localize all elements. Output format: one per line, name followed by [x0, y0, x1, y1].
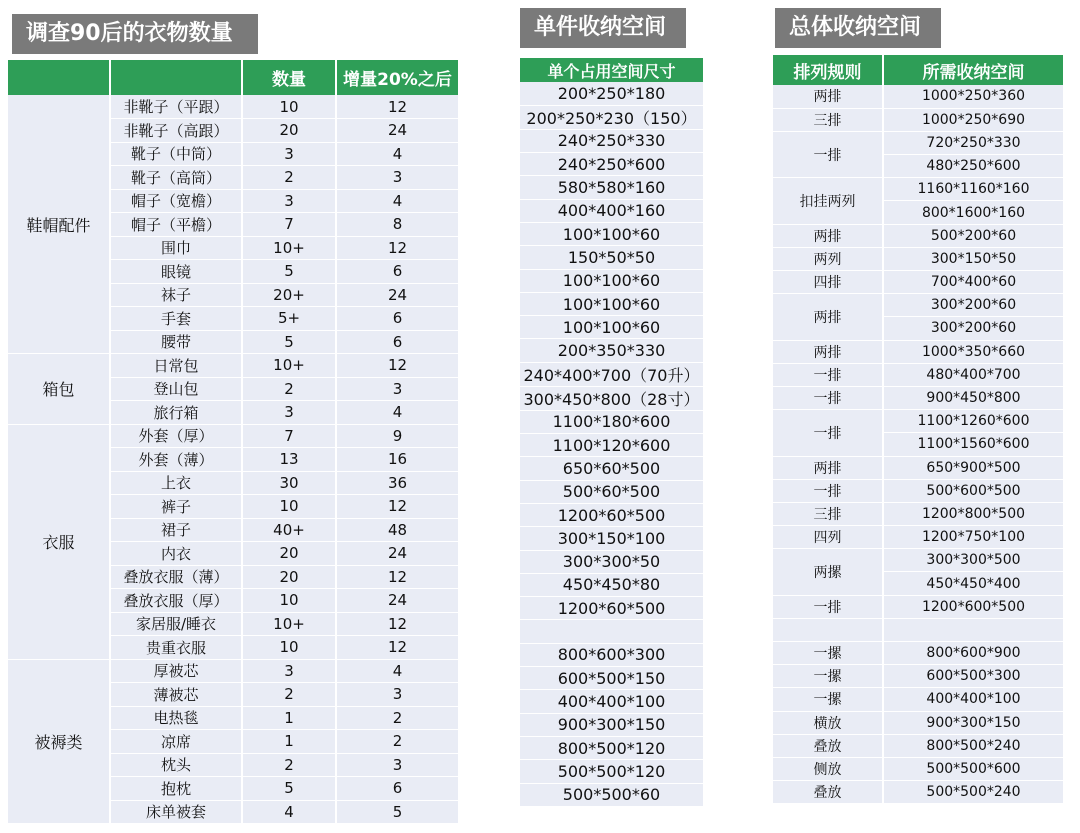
table-row	[520, 597, 703, 620]
table-row	[520, 386, 703, 410]
table-row	[773, 711, 1063, 734]
unit-size-cell: 500*500*120	[520, 760, 703, 783]
total-space-title: 总体收纳空间	[775, 8, 941, 48]
arrangement-cell: 四列	[773, 526, 883, 549]
required-space-cell: 800*600*900	[883, 642, 1063, 665]
table-row	[8, 95, 458, 119]
item-cell: 非靴子（平跟）	[110, 95, 242, 119]
quantity-cell: 2	[242, 377, 336, 401]
quantity-cell: 5	[242, 330, 336, 354]
item-cell: 袜子	[110, 283, 242, 307]
table-row	[520, 760, 703, 783]
quantity-cell: 10	[242, 495, 336, 519]
increased-cell: 3	[336, 166, 458, 190]
quantity-cell: 7	[242, 424, 336, 448]
table-row	[773, 665, 1063, 688]
required-space-cell: 650*900*500	[883, 456, 1063, 479]
unit-size-cell: 150*50*50	[520, 246, 703, 269]
item-cell: 外套（厚）	[110, 424, 242, 448]
increased-cell: 6	[336, 260, 458, 284]
required-space-cell: 1100*1260*600	[883, 410, 1063, 433]
table-row	[520, 222, 703, 245]
unit-size-cell: 800*500*120	[520, 736, 703, 759]
item-cell: 裤子	[110, 495, 242, 519]
item-cell: 旅行箱	[110, 401, 242, 425]
increased-cell: 9	[336, 424, 458, 448]
increased-cell: 3	[336, 753, 458, 777]
required-space-cell: 600*500*300	[883, 665, 1063, 688]
increased-cell: 16	[336, 448, 458, 472]
item-cell: 叠放衣服（厚）	[110, 589, 242, 613]
quantity-cell: 2	[242, 753, 336, 777]
table-row	[520, 362, 703, 386]
quantity-cell: 3	[242, 189, 336, 213]
arrangement-cell: 三排	[773, 108, 883, 131]
table-row	[773, 688, 1063, 711]
quantity-cell: 4	[242, 800, 336, 824]
arrangement-cell: 四排	[773, 271, 883, 294]
item-cell: 非靴子（高跟）	[110, 119, 242, 143]
increased-cell: 24	[336, 542, 458, 566]
table-row	[520, 339, 703, 362]
table-row	[773, 456, 1063, 479]
header-quantity: 数量	[242, 60, 336, 95]
required-space-cell: 900*450*800	[883, 386, 1063, 409]
arrangement-cell	[773, 618, 883, 641]
unit-size-cell: 300*450*800（28寸）	[520, 386, 703, 410]
table-row	[773, 178, 1063, 201]
header-required-space: 所需收纳空间	[883, 55, 1063, 85]
table-row	[773, 502, 1063, 525]
quantity-cell: 10+	[242, 354, 336, 378]
table-row	[520, 620, 703, 643]
unit-size-cell: 300*300*50	[520, 550, 703, 573]
increased-cell: 24	[336, 283, 458, 307]
quantity-cell: 5+	[242, 307, 336, 331]
quantity-cell: 2	[242, 166, 336, 190]
increased-cell: 24	[336, 589, 458, 613]
quantity-cell: 20	[242, 565, 336, 589]
table-row	[8, 354, 458, 378]
item-cell: 上衣	[110, 471, 242, 495]
unit-header-row	[520, 58, 703, 82]
table-row	[773, 410, 1063, 433]
required-space-cell: 300*300*500	[883, 549, 1063, 572]
table-row	[520, 480, 703, 503]
table-row	[520, 783, 703, 806]
table-row	[773, 85, 1063, 108]
table-row	[773, 757, 1063, 780]
required-space-cell: 1000*250*360	[883, 85, 1063, 108]
item-cell: 腰带	[110, 330, 242, 354]
unit-size-cell: 240*250*600	[520, 153, 703, 176]
table-row	[520, 316, 703, 339]
item-cell: 叠放衣服（薄）	[110, 565, 242, 589]
table-row	[520, 246, 703, 269]
table-row	[773, 526, 1063, 549]
increased-cell: 12	[336, 565, 458, 589]
unit-size-cell: 1200*60*500	[520, 503, 703, 526]
increased-cell: 12	[336, 636, 458, 660]
item-cell: 床单被套	[110, 800, 242, 824]
category-cell: 衣服	[8, 424, 110, 659]
unit-size-cell: 200*350*330	[520, 339, 703, 362]
unit-size-cell: 100*100*60	[520, 222, 703, 245]
table-row	[520, 457, 703, 480]
increased-cell: 8	[336, 213, 458, 237]
table-row	[773, 131, 1063, 154]
quantity-cell: 1	[242, 706, 336, 730]
survey-table	[8, 60, 458, 824]
increased-cell: 2	[336, 730, 458, 754]
arrangement-cell: 一排	[773, 410, 883, 456]
table-row	[520, 643, 703, 666]
table-row	[773, 340, 1063, 363]
unit-size-cell: 1200*60*500	[520, 597, 703, 620]
table-row	[773, 108, 1063, 131]
header-category	[8, 60, 110, 95]
increased-cell: 12	[336, 354, 458, 378]
quantity-cell: 40+	[242, 518, 336, 542]
arrangement-cell: 叠放	[773, 734, 883, 757]
required-space-cell: 500*200*60	[883, 224, 1063, 247]
item-cell: 帽子（平檐）	[110, 213, 242, 237]
item-cell: 日常包	[110, 354, 242, 378]
required-space-cell: 400*400*100	[883, 688, 1063, 711]
item-cell: 抱枕	[110, 777, 242, 801]
total-header-row	[773, 55, 1063, 85]
increased-cell: 36	[336, 471, 458, 495]
table-row	[8, 424, 458, 448]
table-row	[520, 410, 703, 433]
required-space-cell: 300*200*60	[883, 294, 1063, 317]
table-row	[520, 690, 703, 713]
quantity-cell: 30	[242, 471, 336, 495]
arrangement-cell: 两排	[773, 340, 883, 363]
arrangement-cell: 一排	[773, 363, 883, 386]
table-row	[520, 199, 703, 222]
required-space-cell: 1160*1160*160	[883, 178, 1063, 201]
increased-cell: 4	[336, 189, 458, 213]
increased-cell: 12	[336, 612, 458, 636]
required-space-cell	[883, 618, 1063, 641]
table-row	[520, 105, 703, 129]
table-row	[773, 781, 1063, 804]
required-space-cell: 1200*750*100	[883, 526, 1063, 549]
increased-cell: 3	[336, 683, 458, 707]
arrangement-cell: 一摞	[773, 688, 883, 711]
unit-size-cell: 240*250*330	[520, 129, 703, 152]
arrangement-cell: 两列	[773, 247, 883, 270]
required-space-cell: 1200*600*500	[883, 595, 1063, 618]
arrangement-cell: 一排	[773, 595, 883, 618]
arrangement-cell: 一排	[773, 479, 883, 502]
category-cell: 箱包	[8, 354, 110, 425]
required-space-cell: 700*400*60	[883, 271, 1063, 294]
increased-cell: 12	[336, 236, 458, 260]
arrangement-cell: 横放	[773, 711, 883, 734]
arrangement-cell: 两摞	[773, 549, 883, 595]
increased-cell: 6	[336, 777, 458, 801]
quantity-cell: 2	[242, 683, 336, 707]
quantity-cell: 3	[242, 659, 336, 683]
required-space-cell: 720*250*330	[883, 131, 1063, 154]
table-row	[520, 667, 703, 690]
category-cell: 鞋帽配件	[8, 95, 110, 354]
item-cell: 靴子（中筒）	[110, 142, 242, 166]
item-cell: 薄被芯	[110, 683, 242, 707]
increased-cell: 6	[336, 330, 458, 354]
table-row	[520, 573, 703, 596]
item-cell: 手套	[110, 307, 242, 331]
unit-size-cell: 600*500*150	[520, 667, 703, 690]
table-row	[773, 224, 1063, 247]
quantity-cell: 1	[242, 730, 336, 754]
arrangement-cell: 两排	[773, 224, 883, 247]
table-row	[520, 713, 703, 736]
required-space-cell: 480*400*700	[883, 363, 1063, 386]
required-space-cell: 500*500*240	[883, 781, 1063, 804]
quantity-cell: 10	[242, 636, 336, 660]
unit-space-table	[520, 58, 703, 807]
required-space-cell: 500*600*500	[883, 479, 1063, 502]
quantity-cell: 7	[242, 213, 336, 237]
arrangement-cell: 叠放	[773, 781, 883, 804]
required-space-cell: 450*450*400	[883, 572, 1063, 595]
quantity-cell: 3	[242, 401, 336, 425]
required-space-cell: 1000*250*690	[883, 108, 1063, 131]
header-unit-size: 单个占用空间尺寸	[520, 58, 703, 82]
quantity-cell: 10	[242, 589, 336, 613]
item-cell: 裙子	[110, 518, 242, 542]
quantity-cell: 10+	[242, 236, 336, 260]
required-space-cell: 1100*1560*600	[883, 433, 1063, 456]
quantity-cell: 10+	[242, 612, 336, 636]
table-row	[520, 153, 703, 176]
table-row	[773, 247, 1063, 270]
increased-cell: 6	[336, 307, 458, 331]
table-row	[773, 734, 1063, 757]
item-cell: 围巾	[110, 236, 242, 260]
required-space-cell: 480*250*600	[883, 155, 1063, 178]
table-row	[773, 595, 1063, 618]
increased-cell: 24	[336, 119, 458, 143]
table-row	[520, 82, 703, 105]
item-cell: 枕头	[110, 753, 242, 777]
unit-size-cell: 650*60*500	[520, 457, 703, 480]
total-space-table	[773, 55, 1063, 804]
item-cell: 厚被芯	[110, 659, 242, 683]
arrangement-cell: 一排	[773, 131, 883, 177]
item-cell: 外套（薄）	[110, 448, 242, 472]
table-row	[8, 659, 458, 683]
table-row	[520, 176, 703, 199]
header-item	[110, 60, 242, 95]
table-row	[520, 527, 703, 550]
survey-title: 调查90后的衣物数量	[12, 14, 258, 54]
arrangement-cell: 两排	[773, 294, 883, 340]
unit-size-cell: 100*100*60	[520, 292, 703, 315]
item-cell: 贵重衣服	[110, 636, 242, 660]
item-cell: 家居服/睡衣	[110, 612, 242, 636]
required-space-cell: 800*500*240	[883, 734, 1063, 757]
unit-size-cell: 1100*180*600	[520, 410, 703, 433]
increased-cell: 4	[336, 401, 458, 425]
unit-size-cell	[520, 620, 703, 643]
unit-size-cell: 200*250*230（150）	[520, 105, 703, 129]
increased-cell: 5	[336, 800, 458, 824]
required-space-cell: 900*300*150	[883, 711, 1063, 734]
unit-size-cell: 400*400*100	[520, 690, 703, 713]
quantity-cell: 13	[242, 448, 336, 472]
item-cell: 靴子（高筒）	[110, 166, 242, 190]
required-space-cell: 300*200*60	[883, 317, 1063, 340]
table-row	[520, 292, 703, 315]
category-cell: 被褥类	[8, 659, 110, 824]
required-space-cell: 500*500*600	[883, 757, 1063, 780]
table-row	[773, 271, 1063, 294]
item-cell: 凉席	[110, 730, 242, 754]
increased-cell: 3	[336, 377, 458, 401]
unit-size-cell: 500*500*60	[520, 783, 703, 806]
item-cell: 内衣	[110, 542, 242, 566]
item-cell: 帽子（宽檐）	[110, 189, 242, 213]
increased-cell: 4	[336, 659, 458, 683]
table-row	[773, 294, 1063, 317]
quantity-cell: 3	[242, 142, 336, 166]
arrangement-cell: 三排	[773, 502, 883, 525]
table-row	[520, 736, 703, 759]
table-row	[773, 549, 1063, 572]
unit-size-cell: 450*450*80	[520, 573, 703, 596]
increased-cell: 4	[336, 142, 458, 166]
unit-size-cell: 300*150*100	[520, 527, 703, 550]
table-row	[773, 479, 1063, 502]
arrangement-cell: 两排	[773, 456, 883, 479]
quantity-cell: 20+	[242, 283, 336, 307]
item-cell: 电热毯	[110, 706, 242, 730]
quantity-cell: 20	[242, 119, 336, 143]
quantity-cell: 10	[242, 95, 336, 119]
quantity-cell: 5	[242, 260, 336, 284]
quantity-cell: 20	[242, 542, 336, 566]
table-row	[520, 434, 703, 457]
required-space-cell: 300*150*50	[883, 247, 1063, 270]
arrangement-cell: 一摞	[773, 642, 883, 665]
header-increased: 增量20%之后	[336, 60, 458, 95]
required-space-cell: 800*1600*160	[883, 201, 1063, 224]
table-row	[520, 269, 703, 292]
arrangement-cell: 一排	[773, 386, 883, 409]
header-arrangement: 排列规则	[773, 55, 883, 85]
unit-size-cell: 800*600*300	[520, 643, 703, 666]
arrangement-cell: 侧放	[773, 757, 883, 780]
unit-size-cell: 500*60*500	[520, 480, 703, 503]
required-space-cell: 1000*350*660	[883, 340, 1063, 363]
table-row	[520, 550, 703, 573]
increased-cell: 12	[336, 95, 458, 119]
unit-size-cell: 240*400*700（70升）	[520, 362, 703, 386]
table-row	[773, 363, 1063, 386]
increased-cell: 48	[336, 518, 458, 542]
increased-cell: 2	[336, 706, 458, 730]
unit-size-cell: 100*100*60	[520, 316, 703, 339]
increased-cell: 12	[336, 495, 458, 519]
unit-size-cell: 580*580*160	[520, 176, 703, 199]
unit-size-cell: 400*400*160	[520, 199, 703, 222]
unit-space-title: 单件收纳空间	[520, 8, 686, 48]
arrangement-cell: 一摞	[773, 665, 883, 688]
quantity-cell: 5	[242, 777, 336, 801]
table-row	[773, 618, 1063, 641]
survey-header-row	[8, 60, 458, 95]
table-row	[773, 386, 1063, 409]
item-cell: 眼镜	[110, 260, 242, 284]
table-row	[520, 503, 703, 526]
table-row	[520, 129, 703, 152]
arrangement-cell: 两排	[773, 85, 883, 108]
required-space-cell: 1200*800*500	[883, 502, 1063, 525]
unit-size-cell: 100*100*60	[520, 269, 703, 292]
unit-size-cell: 1100*120*600	[520, 434, 703, 457]
unit-size-cell: 200*250*180	[520, 82, 703, 105]
arrangement-cell: 扣挂两列	[773, 178, 883, 224]
table-row	[773, 642, 1063, 665]
unit-size-cell: 900*300*150	[520, 713, 703, 736]
item-cell: 登山包	[110, 377, 242, 401]
